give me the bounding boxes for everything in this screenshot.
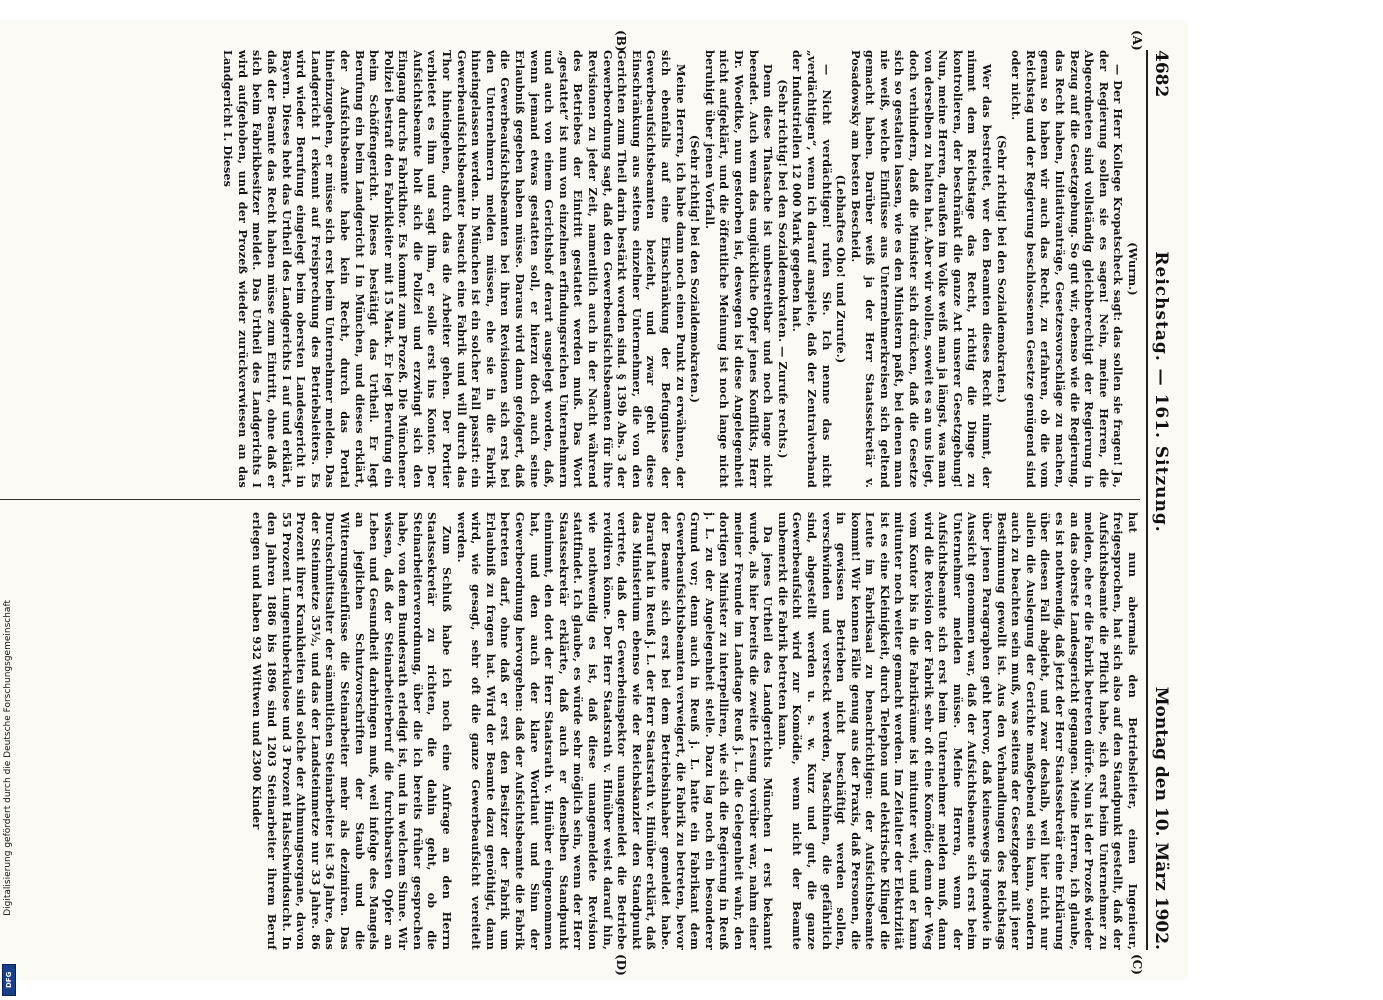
document-page xyxy=(0,20,1188,980)
speaker-label: (Wurm.) xyxy=(1126,242,1140,296)
interjection: (Sehr richtig! bei den Sozialdemokraten. — Zurufe rechts.) xyxy=(775,79,790,459)
column-divider xyxy=(0,499,1140,500)
dfg-logo: DFG xyxy=(2,964,16,996)
interjection: (Lebhaftes Oho! und Zurufe.) xyxy=(834,174,849,364)
page-date: Montag den 10. März 1902. xyxy=(1151,686,1171,950)
left-column xyxy=(0,50,1140,488)
right-column xyxy=(0,512,1140,950)
paragraph: Meine Herren, ich habe dann noch einen Punkt zu erwähnen, der sich ebenfalls auf eine Einschränkung der Befugnisse der Gewerbeaufsichtsbeamten bezieht, und zwar geht diese Einschränkung aus seitens einzelner Unternehmer, die von den Gerichten zum Theil darin bestärkt worden sind. § 139b Abs. 3 der Gewerbeordnung sagt, daß den Gewerbeaufsichtsbeamten für ihre Revisionen zu jeder Zeit, namentlich auch in der Nacht während des Betriebes der Eintritt gestattet werden muß. Das Wort „gestattet“ ist nun von einzelnen erfindungsreichen Unternehmern und auch von einem Gerichtshof derart ausgelegt worden, daß, wenn jemand etwas gestatten soll, er hierzu doch auch seine Erlaubniß gegeben haben müsse. Daraus wird dann gefolgert, daß die Gewerbeaufsichtsbeamten bei ihren Revisionen sich erst bei den Unternehmern melden müssen, ehe sie in die Fabrik hineingelassen werden. In München ist ein solcher Fall passirt: ein Gewerbeaufsichtsbeamter besucht eine Fabrik und will durch das Thor hineingehen, durch das die Arbeiter gehen. Der Portier verbietet es ihm und sagt ihm, er solle erst ins Kontor. Der Aufsichtsbeamte holt sich die Polizei und erzwingt sich den Eingang durchs Fabrikthor. Es kommt zum Prozeß. Die Münchener Polizei bestraft den Fabrikleiter mit 15 Mark. Er legt Berufung ein beim Schöffengericht. Dieses bestätigt das Urtheil. Er legt Berufung ein beim Landgericht I in München, und dieses erklärt, der Aufsichtsbeamte habe kein Recht, durch das Portal hineinzugehen, er müsse sich erst beim Unternehmer melden. Das Landgericht I erkennt auf Freisprechung des Betriebsleiters. Es wird wieder Berufung eingelegt beim obersten Landesgericht in Bayern. Dieses hebt das Urtheil des Landgerichts I auf und erklärt, daß der Beamte das Recht haben müsse zum Eintritt, ohne daß er sich beim Fabrikbesitzer meldet. Das Urtheil des Landgerichts I wird aufgehoben, und der Prozeß wieder zurückverwiesen an das Landgericht I. Dieses xyxy=(221,50,688,488)
interjection: (Sehr richtig! bei den Sozialdemokraten.) xyxy=(688,134,703,404)
margin-marker-b: (B) xyxy=(614,30,628,52)
page-number: 4682 xyxy=(1151,50,1171,98)
digitization-note: Digitalisierung gefördert durch die Deutsche Forschungsgemeinschaft xyxy=(3,600,13,916)
margin-marker-a: (A) xyxy=(1130,30,1144,51)
paragraph: hat nun abermals den Betriebsleiter, einen Ingenieur, freigesprochen, hat sich also auf den Standpunkt gestellt, daß der Aufsichtsbeamte die Pflicht habe, sich erst beim Unternehmer zu melden, ehe er die Fabrik betreten dürfe. Nun ist der Prozeß wieder an das oberste Landesgericht gegangen. Meine Herren, ich glaube, es ist nothwendig, daß jetzt der Herr Staatssekretär eine Erklärung über diesen Fall abgiebt, und zwar deshalb, weil hier nicht nur allein die Auslegung der Gerichte maßgebend sein kann, sondern auch zu beachten sein muß, was seitens der Gesetzgeber mit jener Bestimmung gewollt ist. Aus den Verhandlungen des Reichstags über jenen Paragraphen geht hervor, daß keineswegs irgendwie in Aussicht genommen war, daß der Aufsichtsbeamte sich erst beim Unternehmer melden müsse. Meine Herren, wenn der Aufsichtsbeamte sich erst beim Unternehmer melden muß, dann wird die Revision der Fabrik sehr oft eine Komödie; denn der Weg vom Kontor bis in die Fabrikräume ist mitunter weit, und er kann mitunter noch weiter gemacht werden. Im Zeitalter der Elektrizität ist es eine Kleinigkeit, durch Telephon und elektrische Klingel die Leute im Fabriksaal zu benachrichtigen: der Aufsichtsbeamte kommt! Wir kennen Fälle genug aus der Praxis, daß Personen, die in gewissen Betrieben nicht beschäftigt werden sollen, verschwinden und versteckt werden, Maschinen, die gefährlich sind, abgestellt werden u. s. w. Kurz und gut, die ganze Gewerbeaufsicht wird zur Komödie, wenn nicht der Beamte unbemerkt die Fabrik betreten kann. xyxy=(775,512,1140,950)
paragraph: Zum Schluß habe ich noch eine Anfrage an den Herrn Staatssekretär zu richten, die dahin geht, ob die Steinarbeiterverordnung, über die ich bereits früher gesprochen habe, von dem Bundesrath erledigt ist, und in welchem Sinne. Wir wissen, daß der Steinarbeiterberuf die furchtbarsten Opfer an Leben und Gesundheit darbringen muß, weil infolge des Mangels an jeglichen Schutzvorschriften der Staub und die Witterungseinflüsse die Steinarbeiter mehr als dezimiren. Das Durchschnittsalter der sämmtlichen Steinarbeiter ist 36 Jahre, das der Steinmetze 35½, und das der Landsteinmetze nur 33 Jahre. 86 Prozent ihrer Krankheiten sind solche der Athmungsorgane, davon 55 Prozent Lungentuberkulose und 3 Prozent Halsschwindsucht. In den Jahren 1886 bis 1896 sind 1203 Steinarbeiter ihrem Beruf erlegen und haben 932 Wittwen und 2300 Kinder xyxy=(250,512,455,950)
margin-marker-d: (D) xyxy=(614,954,628,976)
margin-marker-c: (C) xyxy=(1130,954,1144,975)
paragraph: Wer das bestreitet, wer den Beamten dieses Recht nimmt, der nimmt dem Reichstage das Recht, richtig die Dinge zu kontrolieren, der beschränkt die ganze Art unserer Gesetzgebung! Nun, meine Herren, draußen im Volke weiß man ja längst, was man von derselben zu halten hat. Aber wir wollen, soweit es an uns liegt, doch verhindern, daß die Minister sich drücken, daß die Gesetze sich so gestalten lassen, wie es den Ministern paßt, bei denen man nie weiß, welche Einflüsse aus Unternehmerkreisen sich geltend gemacht haben. Darüber weiß ja der Herr Staatssekretär v. Posadowsky am besten Bescheid. xyxy=(848,50,995,488)
interjection: (Sehr richtig! bei den Sozialdemokraten.) xyxy=(994,134,1009,404)
paragraph: — Der Herr Kollege Kropatscheck sagt: das sollen sie fragen! Ja, der Regierung sollen sie es sagen! Nein, meine Herren, die Abgeordneten sind vollständig gleichberechtigt der Regierung in Bezug auf die Gesetzgebung. So gut wir, ebenso wie die Regierung, das Recht haben, Initiativanträge, Gesetzesvorschläge zu machen, genau so haben wir auch das Recht, zu erfahren, ob die vom Reichstag und der Regierung beschlossenen Gesetze genügend sind oder nicht. xyxy=(1009,50,1126,488)
page-title: Reichstag. — 161. Sitzung. xyxy=(1151,251,1171,533)
paragraph: Denn diese Thatsache ist unbestreitbar und noch lange nicht beendet. Auch wenn das unglückliche Opfer jenes Konflikts, Herr Dr. Woedtke, nun gestorben ist, deswegen ist diese Angelegenheit nicht aufgeklärt, und die öffentliche Meinung ist noch lange nicht beruhigt über jenen Vorfall. xyxy=(702,50,776,488)
paragraph: — Nicht verdächtigen! rufen Sie. Ich nenne das nicht „verdächtigen“, wenn ich darauf anspiele, daß der Zentralverband der Industriellen 12 000 Mark gegeben hat. xyxy=(790,50,834,488)
page-header xyxy=(1146,50,1174,950)
paragraph: Da jenes Urtheil des Landgerichts München I erst bekannt wurde, als hier bereits die zweite Lesung vorüber war, nahm einer meiner Freunde im Landtage Reuß j. L. die Gelegenheit wahr, den dortigen Minister zu interpelliren, wie sich die Regierung in Reuß j. L. zu der Angelegenheit stelle. Dazu lag noch ein besonderer Grund vor; denn auch in Reuß j. L. hatte ein Fabrikant dem Gewerbeaufsichtsbeamten verweigert, die Fabrik zu betreten, bevor der Beamte sich erst bei dem Betriebsinhaber gemeldet habe. Darauf hat in Reuß j. L. der Herr Staatsrath v. Hinüber erklärt, daß das Ministerium ebenso wie der Reichskanzler den Standpunkt vertrete, daß der Gewerbeinspektor unangemeldet die Betriebe revidiren könne. Der Herr Staatsrath v. Hinüber weist darauf hin, wie nothwendig es ist, daß diese unangemeldete Revision stattfindet. Ich glaube, es würde sehr möglich sein, wenn der Herr Staatssekretär erklärte, daß auch er denselben Standpunkt einnimmt, den dort der Herr Staatsrath v. Hinüber eingenommen hat, und den auch der klare Wortlaut und Sinn der Gewerbeordnung hervorgehen: daß der Aufsichtsbeamte die Fabrik betreten darf, ohne daß er erst den Besitzer der Fabrik um Erlaubniß zu fragen hat. Wird der Beamte dazu genöthigt, dann wird, wie gesagt, sehr oft die ganze Gewerbeaufsicht vereitelt werden. xyxy=(454,512,776,950)
